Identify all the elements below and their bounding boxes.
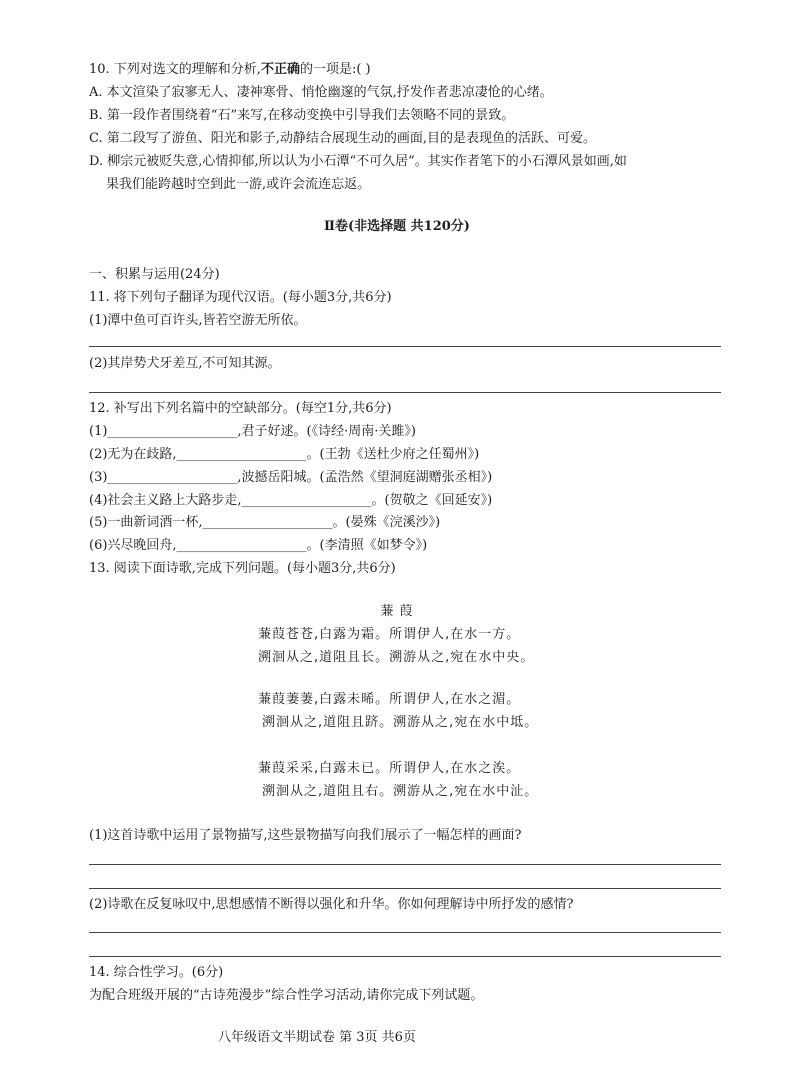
q12-item-1[interactable]: (1)____________________,君子好逑。(《诗经·周南·关雎》) xyxy=(89,424,416,439)
poem-stanza-2-line-2: 溯洄从之,道阻且跻。溯游从之,宛在水中坻。 xyxy=(262,715,539,730)
q13-stem: 13. 阅读下面诗歌,完成下列问题。(每小题3分,共6分) xyxy=(89,561,396,576)
q11-answer-line-1[interactable] xyxy=(89,346,721,347)
q10-stem-a: 10. 下列对选文的理解和分析, xyxy=(89,62,261,77)
poem-stanza-2-line-1: 蒹葭萋萋,白露未晞。所谓伊人,在水之湄。 xyxy=(258,692,521,707)
q12-item-3[interactable]: (3)____________________,波撼岳阳城。(孟浩然《望洞庭湖赠张丞相》) xyxy=(89,470,493,485)
q13-sub2-answer-line-1[interactable] xyxy=(89,932,721,933)
part-1-title: 一、积累与运用(24分) xyxy=(89,267,220,282)
q10-option-d-line1: D. 柳宗元被贬失意,心情抑郁,所以认为小石潭“不可久居”。其实作者笔下的小石潭风景如画,如 xyxy=(89,154,627,169)
poem-stanza-1-line-2: 溯洄从之,道阻且长。溯游从之,宛在水中央。 xyxy=(258,650,535,665)
section-2-title: Ⅱ卷(非选择题 共120分) xyxy=(324,219,470,234)
q14-stem: 14. 综合性学习。(6分) xyxy=(89,965,224,980)
poem-title: 蒹 葭 xyxy=(380,604,414,619)
q10-stem-emphasis: 不正确 xyxy=(260,62,300,77)
q13-sub1-answer-line-2[interactable] xyxy=(89,888,721,889)
q10-option-a: A. 本文渲染了寂寥无人、凄神寒骨、悄怆幽邃的气氛,抒发作者悲凉凄怆的心绪。 xyxy=(89,85,553,100)
poem-stanza-3-line-1: 蒹葭采采,白露未已。所谓伊人,在水之涘。 xyxy=(258,761,521,776)
poem-stanza-1-line-1: 蒹葭苍苍,白露为霜。所谓伊人,在水一方。 xyxy=(258,627,521,642)
q12-item-5[interactable]: (5)一曲新词酒一杯,____________________。(晏殊《浣溪沙》) xyxy=(89,515,441,530)
q10-stem xyxy=(89,61,371,79)
q14-intro: 为配合班级开展的“古诗苑漫步”综合性学习活动,请你完成下列试题。 xyxy=(89,988,484,1003)
q10-option-c: C. 第二段写了游鱼、阳光和影子,动静结合展现生动的画面,目的是表现鱼的活跃、可爱。 xyxy=(89,131,597,146)
q13-sub1-answer-line-1[interactable] xyxy=(89,864,721,865)
q11-stem: 11. 将下列句子翻译为现代汉语。(每小题3分,共6分) xyxy=(89,290,392,305)
q12-item-6[interactable]: (6)兴尽晚回舟,____________________。(李清照《如梦令》) xyxy=(89,538,428,553)
q11-sentence-2: (2)其岸势犬牙差互,不可知其源。 xyxy=(89,356,281,371)
page-footer: 八年级语文半期试卷 第 3页 共6页 xyxy=(218,1030,416,1045)
q11-answer-line-2[interactable] xyxy=(89,392,721,393)
q10-option-b: B. 第一段作者围绕着“石”来写,在移动变换中引导我们去领略不同的景致。 xyxy=(89,108,515,123)
q12-stem: 12. 补写出下列名篇中的空缺部分。(每空1分,共6分) xyxy=(89,401,392,416)
q13-subquestion-2: (2)诗歌在反复咏叹中,思想感情不断得以强化和升华。你如何理解诗中所抒发的感情? xyxy=(89,897,574,912)
q12-item-4[interactable]: (4)社会主义路上大路步走,____________________。(贺敬之《回延安》) xyxy=(89,493,493,508)
poem-stanza-3-line-2: 溯洄从之,道阻且右。溯游从之,宛在水中沚。 xyxy=(262,784,539,799)
q11-sentence-1: (1)潭中鱼可百许头,皆若空游无所依。 xyxy=(89,313,307,328)
q13-subquestion-1: (1)这首诗歌中运用了景物描写,这些景物描写向我们展示了一幅怎样的画面? xyxy=(89,828,522,843)
q10-option-d-line2: 果我们能跨越时空到此一游,或许会流连忘返。 xyxy=(106,177,371,192)
q12-item-2[interactable]: (2)无为在歧路,____________________。(王勃《送杜少府之任蜀州》) xyxy=(89,447,480,462)
q13-sub2-answer-line-2[interactable] xyxy=(89,956,721,957)
q10-stem-c: 的一项是:( ) xyxy=(299,62,371,77)
